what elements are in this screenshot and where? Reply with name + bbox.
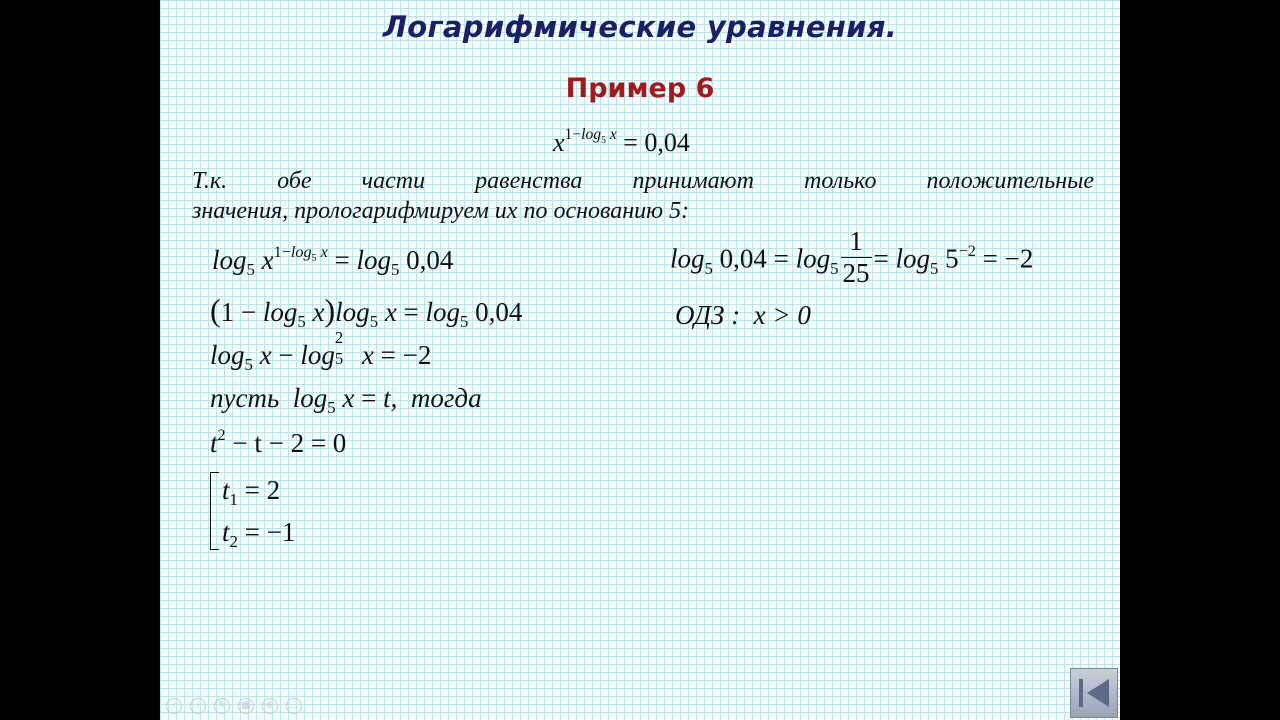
log-token: log	[292, 383, 328, 413]
solution-step-5	[210, 425, 347, 459]
solution-step-1	[212, 242, 454, 280]
equals-sign: =	[773, 243, 789, 274]
log-token: log	[335, 297, 370, 327]
log-base: 5	[391, 260, 400, 280]
root-2	[222, 517, 296, 552]
exp-prefix: 1−	[273, 242, 291, 261]
fraction	[841, 225, 872, 288]
log-base: 5	[297, 312, 306, 332]
log-token: log	[300, 340, 335, 370]
root-value: = 2	[244, 475, 281, 505]
fraction-denominator: 25	[842, 258, 870, 288]
equals-sign: =	[873, 243, 889, 274]
var-token: x	[312, 297, 325, 327]
play-icon[interactable]: ›	[190, 698, 206, 714]
solution-step-4	[210, 383, 482, 418]
power-token: 2	[217, 425, 226, 444]
var-token: x	[259, 340, 272, 370]
root-1	[222, 475, 281, 510]
value-token: 0,04	[406, 245, 454, 275]
exponent-var: x	[609, 126, 617, 144]
root-index: 2	[229, 532, 238, 552]
fraction-numerator: 1	[849, 226, 863, 256]
log-base: 5	[334, 349, 344, 369]
log-base: 5	[704, 259, 713, 279]
slide	[160, 0, 1120, 720]
word-let: пусть	[210, 383, 280, 413]
minus-sign: −	[278, 340, 294, 370]
exponent-prefix: 1−	[564, 126, 582, 144]
domain-condition	[675, 300, 811, 331]
more-icon[interactable]: …	[286, 698, 302, 714]
var-token: x	[361, 340, 374, 370]
log-base: 5	[460, 312, 469, 332]
log-token: log	[795, 243, 831, 274]
main-equation	[553, 128, 690, 158]
power-token: 2	[334, 327, 344, 347]
log-base: 5	[930, 259, 939, 279]
slide-title: Логарифмические уравнения.	[382, 10, 898, 44]
solution-step-2	[210, 292, 523, 332]
value-token: 0,04	[475, 297, 523, 327]
power-base: 5	[945, 243, 959, 274]
t-token: t	[222, 517, 230, 547]
var-token: x	[342, 383, 355, 413]
solution-step-3	[210, 327, 432, 375]
calc-result: = −2	[982, 243, 1034, 274]
equation-rhs: = 0,04	[623, 128, 690, 157]
log-base: 5	[369, 312, 379, 332]
log-token: log	[212, 245, 247, 275]
previous-slide-button[interactable]	[1070, 668, 1118, 718]
domain-value: x > 0	[753, 300, 811, 330]
var-token: x	[384, 297, 397, 327]
log-base: 5	[830, 259, 839, 279]
t-token: t,	[383, 383, 398, 413]
var-token: x	[261, 245, 274, 275]
power-index-stack	[334, 327, 362, 371]
log-token: log	[895, 243, 931, 274]
close-paren: )	[324, 292, 336, 328]
pen-icon[interactable]: ✎	[214, 698, 230, 714]
previous-slide-bar	[1079, 679, 1083, 707]
explanation-line-2: значения, прологарифмируем их по основанию 5:	[192, 198, 690, 224]
exp-var: x	[320, 242, 328, 261]
roots-bracket	[210, 472, 219, 550]
equation-base: x	[553, 128, 565, 157]
equals-sign: =	[361, 383, 377, 413]
exponent-log: log	[581, 126, 602, 144]
log-token: log	[670, 243, 705, 274]
equals-sign: =	[334, 245, 350, 275]
word-then: тогда	[410, 383, 482, 413]
side-calculation	[670, 226, 1034, 293]
step1-exponent	[273, 242, 328, 264]
equals-sign: =	[403, 297, 419, 327]
log-token: log	[356, 245, 392, 275]
t-token: t	[210, 428, 218, 458]
step-rhs: = −2	[380, 340, 432, 370]
open-paren: (	[210, 292, 221, 328]
explanation-line-1: Т.к. обе части равенства принимают только положительные	[192, 168, 1094, 194]
log-base: 5	[327, 398, 336, 418]
exp-base: 5	[311, 252, 317, 264]
log-token: log	[262, 297, 298, 327]
previous-icon[interactable]: ‹	[166, 698, 182, 714]
root-value: = −1	[244, 517, 296, 547]
domain-label: ОДЗ :	[675, 300, 741, 330]
previous-slide-icon	[1087, 679, 1109, 707]
log-token: log	[425, 297, 461, 327]
equation-exponent	[564, 126, 617, 146]
slides-icon[interactable]: ▦	[238, 698, 254, 714]
power-exponent: −2	[958, 241, 976, 260]
log-base: 5	[246, 260, 255, 280]
log-base: 5	[244, 355, 253, 375]
root-index: 1	[229, 490, 238, 510]
step-rest: − t − 2 = 0	[232, 428, 347, 458]
one-minus: 1 −	[220, 297, 263, 327]
log-token: log	[210, 340, 245, 370]
exponent-log-base: 5	[601, 134, 606, 146]
example-heading: Пример 6	[565, 73, 715, 104]
value-token: 0,04	[719, 243, 767, 274]
exp-log: log	[290, 242, 312, 261]
t-token: t	[222, 475, 230, 505]
zoom-icon[interactable]: ⊕	[262, 698, 278, 714]
presentation-toolbar	[166, 698, 302, 716]
